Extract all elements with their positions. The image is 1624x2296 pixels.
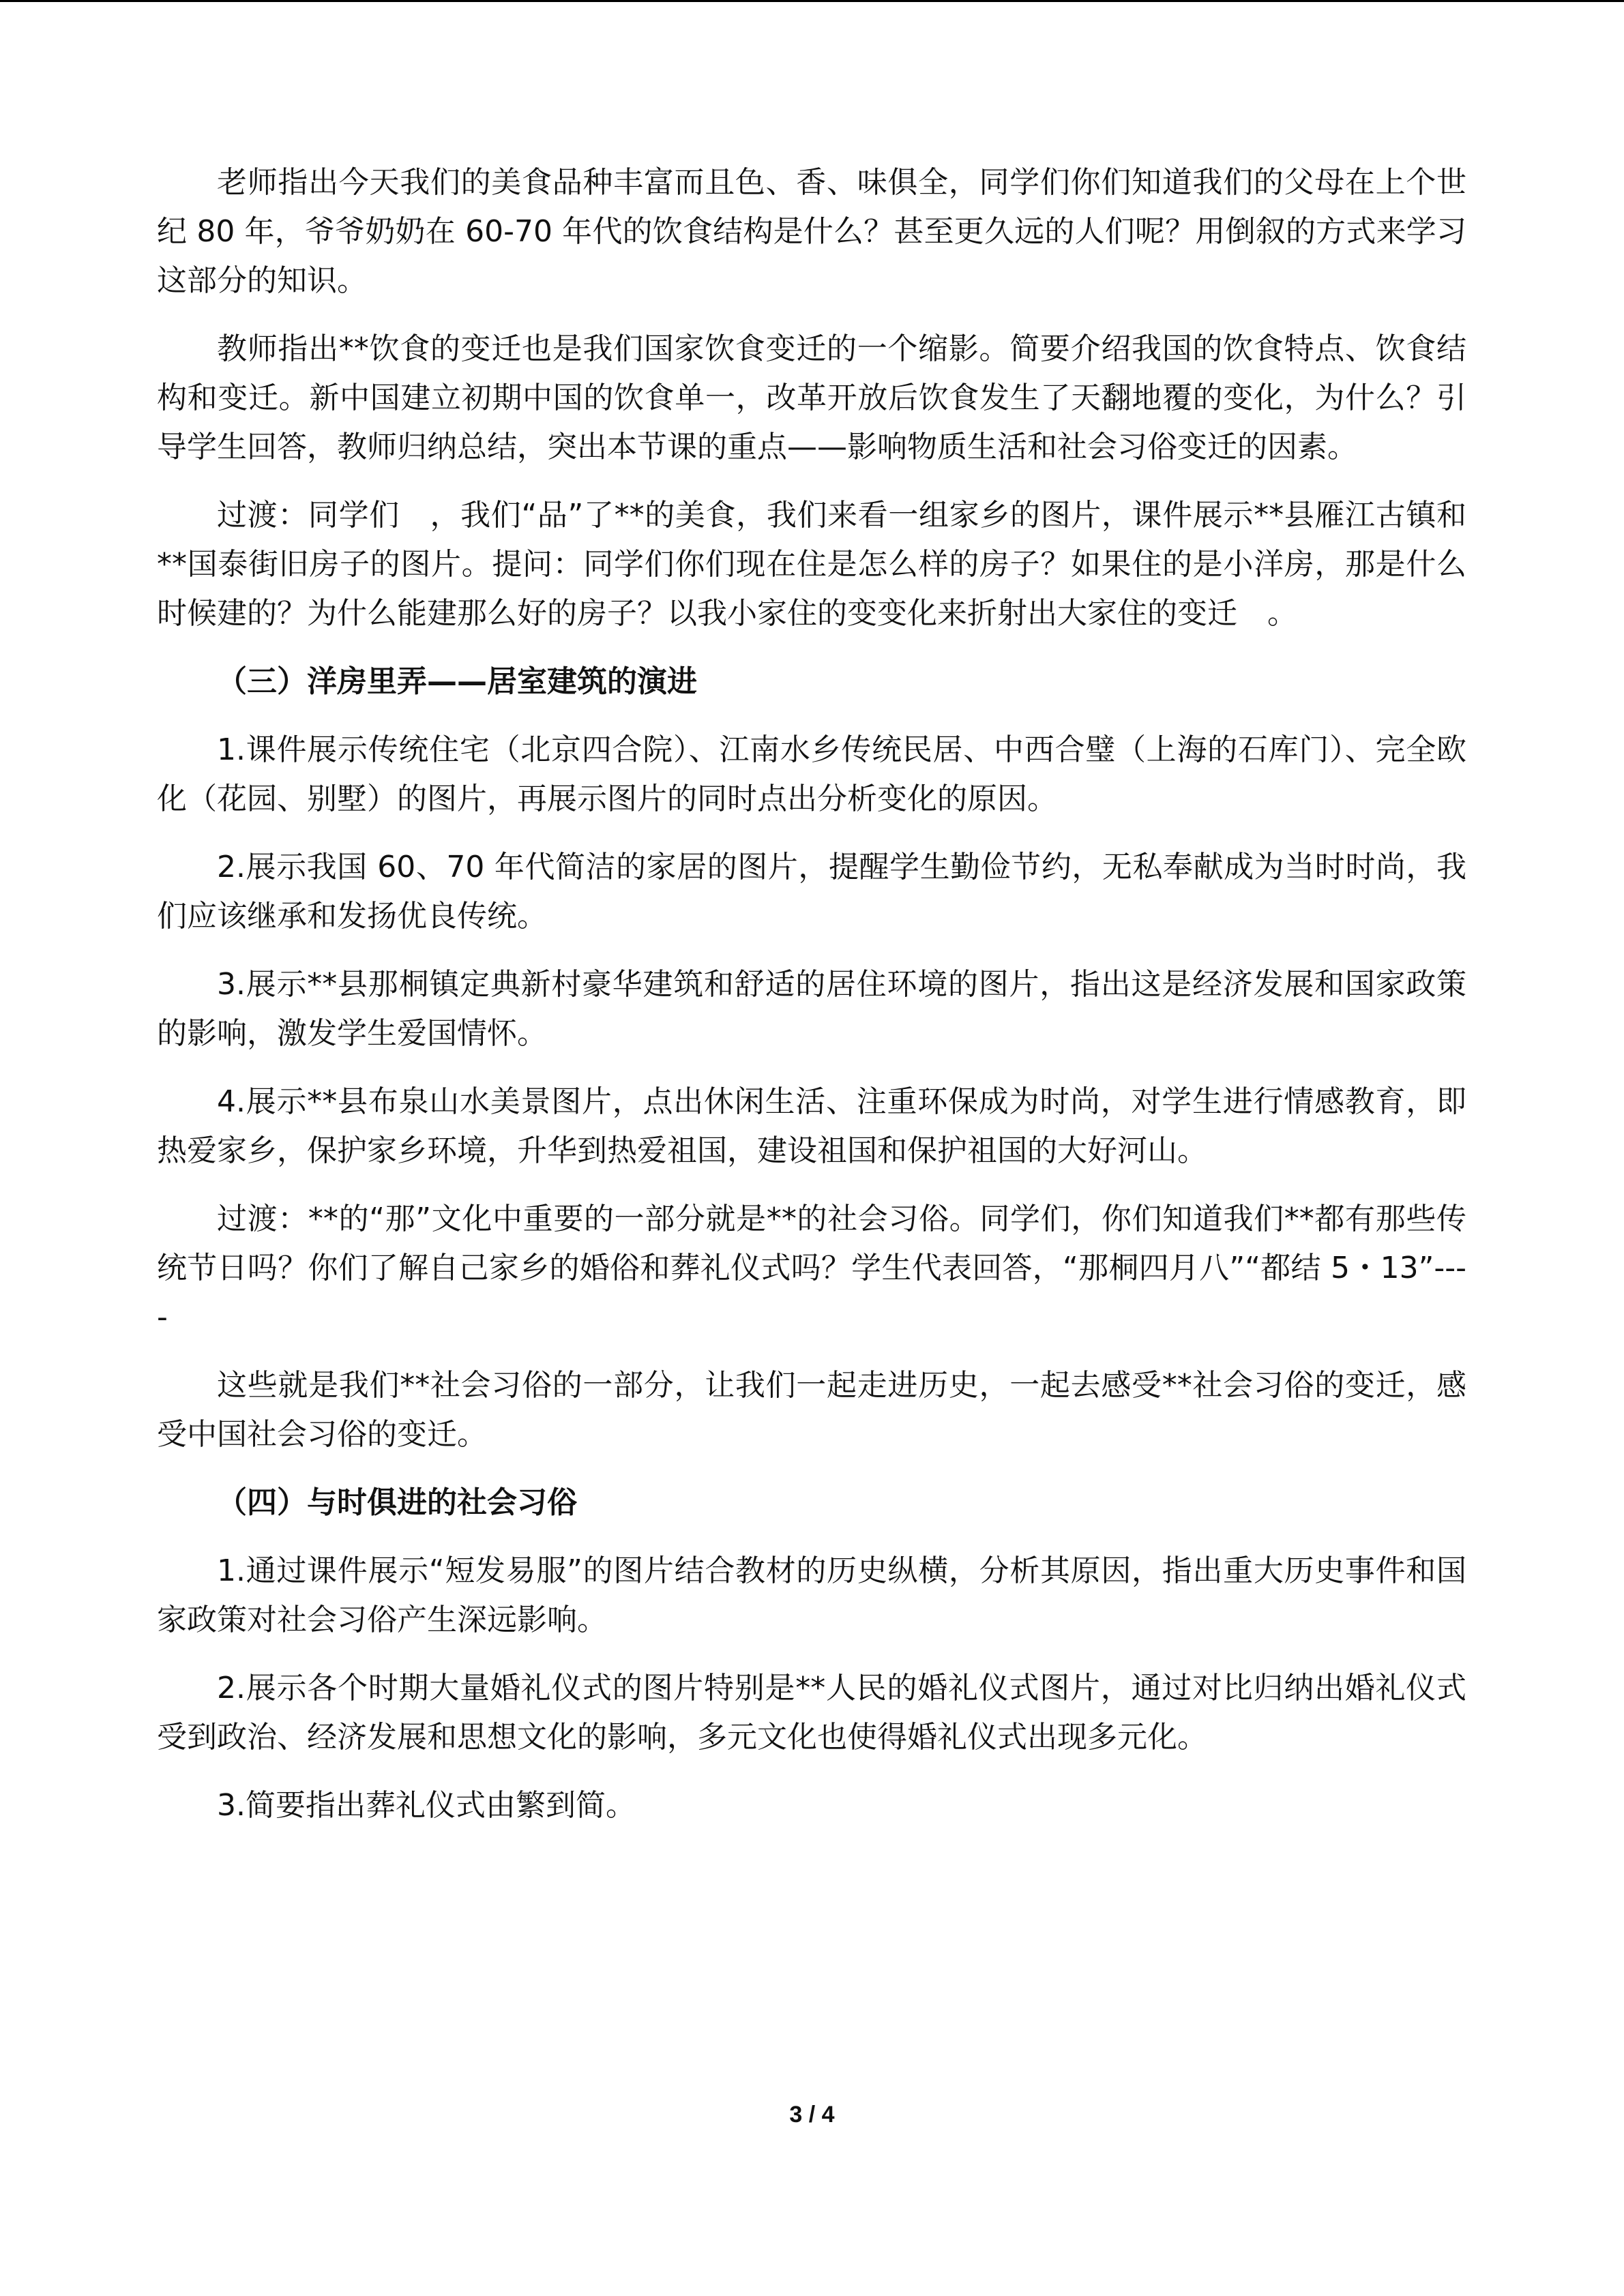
paragraph-transition-customs: 过渡：**的“那”文化中重要的一部分就是**的社会习俗。同学们，你们知道我们**都有那些传统节日吗？你们了解自己家乡的婚俗和葬礼仪式吗？学生代表回答，“那桐四月八”“都结 5・13”---- <box>157 1202 1466 1335</box>
list-item-housing-1: 1.课件展示传统住宅（北京四合院）、江南水乡传统民居、中西合璧（上海的石库门）、完全欧化（花园、别墅）的图片，再展示图片的同时点出分析变化的原因。 <box>157 732 1466 816</box>
list-item-housing-3: 3.展示**县那桐镇定典新村豪华建筑和舒适的居住环境的图片，指出这是经济发展和国家政策的影响，激发学生爱国情怀。 <box>157 967 1466 1051</box>
section-heading-customs: （四）与时俱进的社会习俗 <box>217 1485 577 1520</box>
paragraph-customs-intro: 这些就是我们**社会习俗的一部分，让我们一起走进历史，一起去感受**社会习俗的变迁，感受中国社会习俗的变迁。 <box>157 1368 1466 1452</box>
page-number: 3 / 4 <box>789 2102 835 2128</box>
paragraph-diet-changes: 教师指出**饮食的变迁也是我们国家饮食变迁的一个缩影。简要介绍我国的饮食特点、饮食结构和变迁。新中国建立初期中国的饮食单一，改革开放后饮食发生了天翻地覆的变化，为什么？引导学生回答，教师归纳总结，突出本节课的重点——影响物质生活和社会习俗变迁的因素。 <box>157 331 1466 464</box>
list-item-customs-3: 3.简要指出葬礼仪式由繁到简。 <box>217 1788 636 1823</box>
paragraph-transition-housing: 过渡：同学们 ，我们“品”了**的美食，我们来看一组家乡的图片，课件展示**县雁江古镇和**国泰街旧房子的图片。提问：同学们你们现在住是怎么样的房子？如果住的是小洋房，那是什么时候建的？为什么能建那么好的房子？以我小家住的变变化来折射出大家住的变迁 。 <box>157 498 1466 631</box>
list-item-customs-1: 1.通过课件展示“短发易服”的图片结合教材的历史纵横，分析其原因，指出重大历史事件和国家政策对社会习俗产生深远影响。 <box>157 1553 1466 1637</box>
list-item-customs-2: 2.展示各个时期大量婚礼仪式的图片特别是**人民的婚礼仪式图片，通过对比归纳出婚礼仪式受到政治、经济发展和思想文化的影响，多元文化也使得婚礼仪式出现多元化。 <box>157 1671 1466 1755</box>
top-border-line <box>0 0 1624 2</box>
document-body <box>157 158 1466 1849</box>
list-item-housing-4: 4.展示**县布泉山水美景图片，点出休闲生活、注重环保成为时尚，对学生进行情感教育，即热爱家乡，保护家乡环境，升华到热爱祖国，建设祖国和保护祖国的大好河山。 <box>157 1084 1466 1168</box>
list-item-housing-2: 2.展示我国 60、70 年代简洁的家居的图片，提醒学生勤俭节约，无私奉献成为当时时尚，我们应该继承和发扬优良传统。 <box>157 850 1466 934</box>
section-heading-housing: （三）洋房里弄——居室建筑的演进 <box>217 664 697 699</box>
paragraph-food-structure: 老师指出今天我们的美食品种丰富而且色、香、味俱全，同学们你们知道我们的父母在上个世纪 80 年，爷爷奶奶在 60-70 年代的饮食结构是什么？甚至更久远的人们呢？用倒叙的方式来学习这部分的知识。 <box>157 165 1466 298</box>
